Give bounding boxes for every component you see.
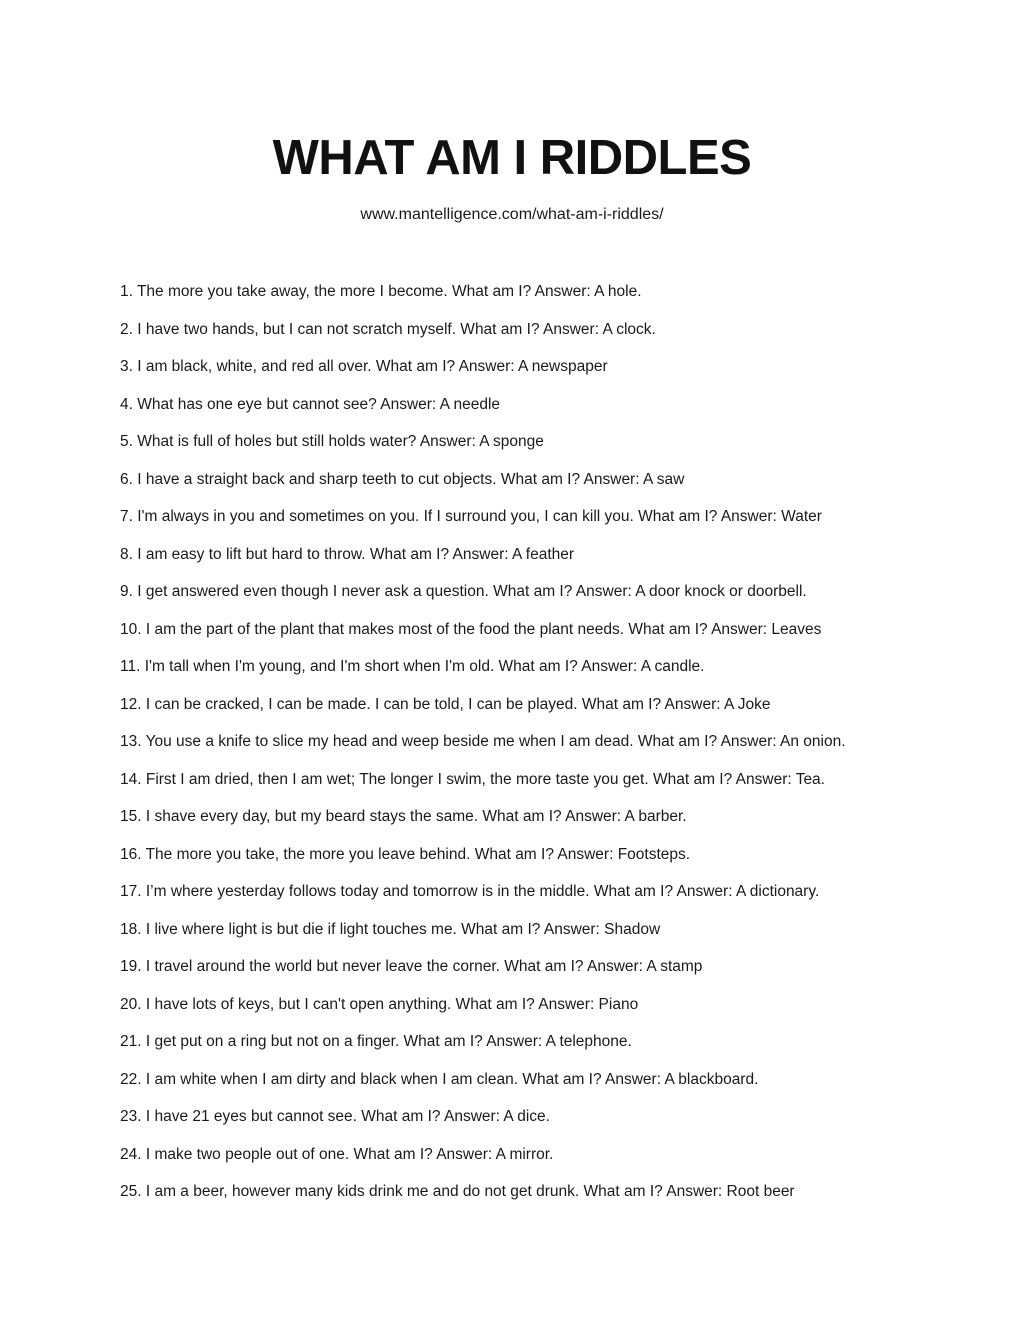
riddle-item: 20. I have lots of keys, but I can't open anything. What am I? Answer: Piano	[120, 995, 639, 1013]
riddle-item: 21. I get put on a ring but not on a finger. What am I? Answer: A telephone.	[120, 1033, 632, 1050]
riddle-item: 22. I am white when I am dirty and black when I am clean. What am I? Answer: A blackboard.	[120, 1070, 759, 1088]
riddle-item: 19. I travel around the world but never leave the corner. What am I? Answer: A stamp	[120, 958, 703, 975]
riddle-item: 12. I can be cracked, I can be made. I can be told, I can be played. What am I? Answer: A Joke	[120, 695, 771, 713]
riddle-item: 5. What is full of holes but still holds water? Answer: A sponge	[120, 433, 544, 450]
riddle-item: 25. I am a beer, however many kids drink me and do not get drunk. What am I? Answer: Root beer	[120, 1183, 795, 1200]
riddle-item: 3. I am black, white, and red all over. What am I? Answer: A newspaper	[120, 358, 608, 375]
riddle-item: 8. I am easy to lift but hard to throw. What am I? Answer: A feather	[120, 545, 575, 563]
riddle-item: 18. I live where light is but die if light touches me. What am I? Answer: Shadow	[120, 920, 661, 938]
riddle-item: 13. You use a knife to slice my head and weep beside me when I am dead. What am I? Answer: An onion.	[120, 733, 846, 750]
riddle-item: 4. What has one eye but cannot see? Answer: A needle	[120, 395, 501, 413]
riddle-item: 9. I get answered even though I never ask a question. What am I? Answer: A door knock or doorbell.	[120, 583, 807, 600]
riddle-item: 2. I have two hands, but I can not scratch myself. What am I? Answer: A clock.	[120, 320, 656, 338]
riddle-item: 15. I shave every day, but my beard stays the same. What am I? Answer: A barber.	[120, 808, 687, 825]
riddle-item: 1. The more you take away, the more I become. What am I? Answer: A hole.	[120, 283, 642, 300]
riddle-item: 24. I make two people out of one. What am I? Answer: A mirror.	[120, 1145, 554, 1163]
riddle-item: 16. The more you take, the more you leave behind. What am I? Answer: Footsteps.	[120, 845, 691, 863]
riddle-item: 11. I'm tall when I'm young, and I'm short when I'm old. What am I? Answer: A candle.	[120, 658, 705, 675]
riddle-list	[120, 281, 1000, 1219]
page-title: WHAT AM I RIDDLES	[272, 131, 752, 185]
riddle-item: 17. I’m where yesterday follows today and tomorrow is in the middle. What am I? Answer: A dictionary.	[120, 883, 820, 900]
riddle-item: 6. I have a straight back and sharp teeth to cut objects. What am I? Answer: A saw	[120, 470, 685, 488]
riddle-item: 14. First I am dried, then I am wet; The longer I swim, the more taste you get. What am I? Answer: Tea.	[120, 770, 825, 788]
riddle-item: 10. I am the part of the plant that makes most of the food the plant needs. What am I? Answer: Leaves	[120, 620, 822, 638]
source-url: www.mantelligence.com/what-am-i-riddles/	[360, 206, 664, 223]
riddle-item: 7. I'm always in you and sometimes on you. If I surround you, I can kill you. What am I? Answer: Water	[120, 508, 822, 525]
riddle-item: 23. I have 21 eyes but cannot see. What am I? Answer: A dice.	[120, 1108, 550, 1125]
